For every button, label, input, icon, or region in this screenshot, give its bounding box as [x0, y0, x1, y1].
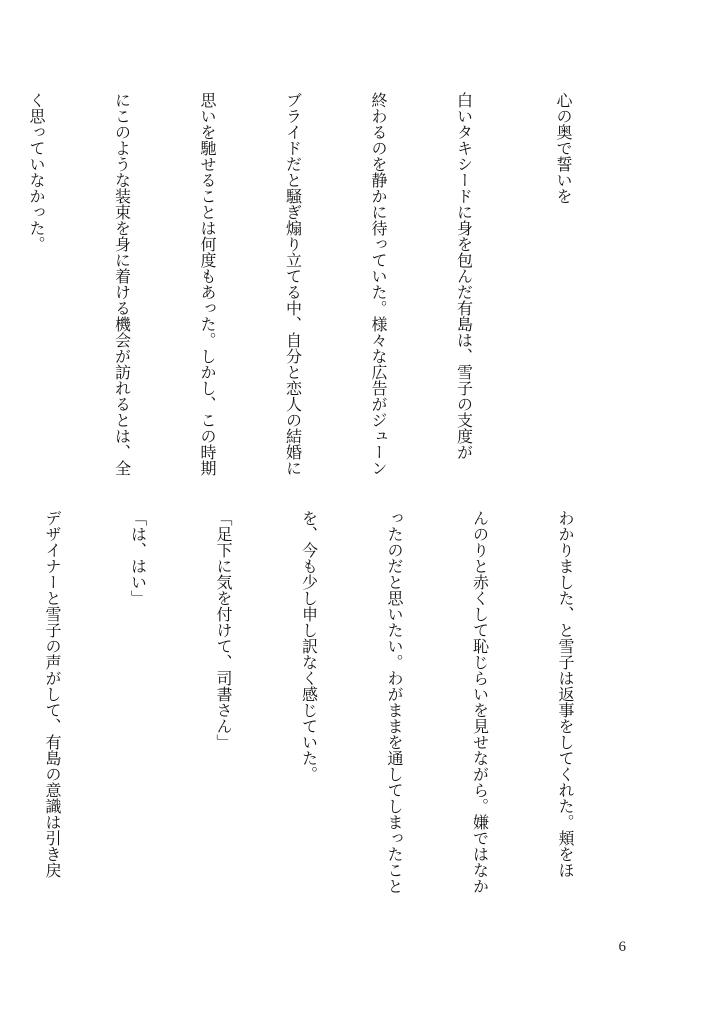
text-block-bottom — [0, 510, 636, 912]
text-column: 思いを馳せることは何度もあった。しかし、この時期 — [198, 92, 217, 476]
text-column: く思っていなかった。 — [27, 92, 46, 252]
text-column: ブライドだと騒ぎ煽り立てる中、自分と恋人の結婚に — [283, 92, 303, 476]
text-column: 白いタキシードに身を包んだ有島は、雪子の支度が — [454, 92, 474, 460]
text-column: 「は、はい」 — [128, 510, 148, 606]
text-column: を、今も少し申し訳なく感じていた。 — [299, 510, 319, 782]
text-column: にこのような装束を身に着ける機会が訪れるとは、全 — [112, 92, 132, 476]
chapter-title: 心の奥で誓いを — [554, 92, 573, 204]
page-number: 6 — [618, 939, 626, 955]
text-column: んのりと赤くして恥じらいを見せながら。嫌ではなか — [470, 510, 490, 894]
text-column: 終わるのを静かに待っていた。様々な広告がジューン — [369, 92, 388, 476]
text-column: ったのだと思いたい。わがままを通してしまったこと — [385, 510, 404, 894]
text-column: 「足下に気を付けて、司書さん」 — [214, 510, 233, 750]
text-block-top — [0, 92, 634, 484]
text-column: わかりました、と雪子は返事をしてくれた。頬をほ — [556, 510, 575, 878]
text-column: デザイナーと雪子の声がして、有島の意識は引き戻 — [43, 510, 62, 878]
